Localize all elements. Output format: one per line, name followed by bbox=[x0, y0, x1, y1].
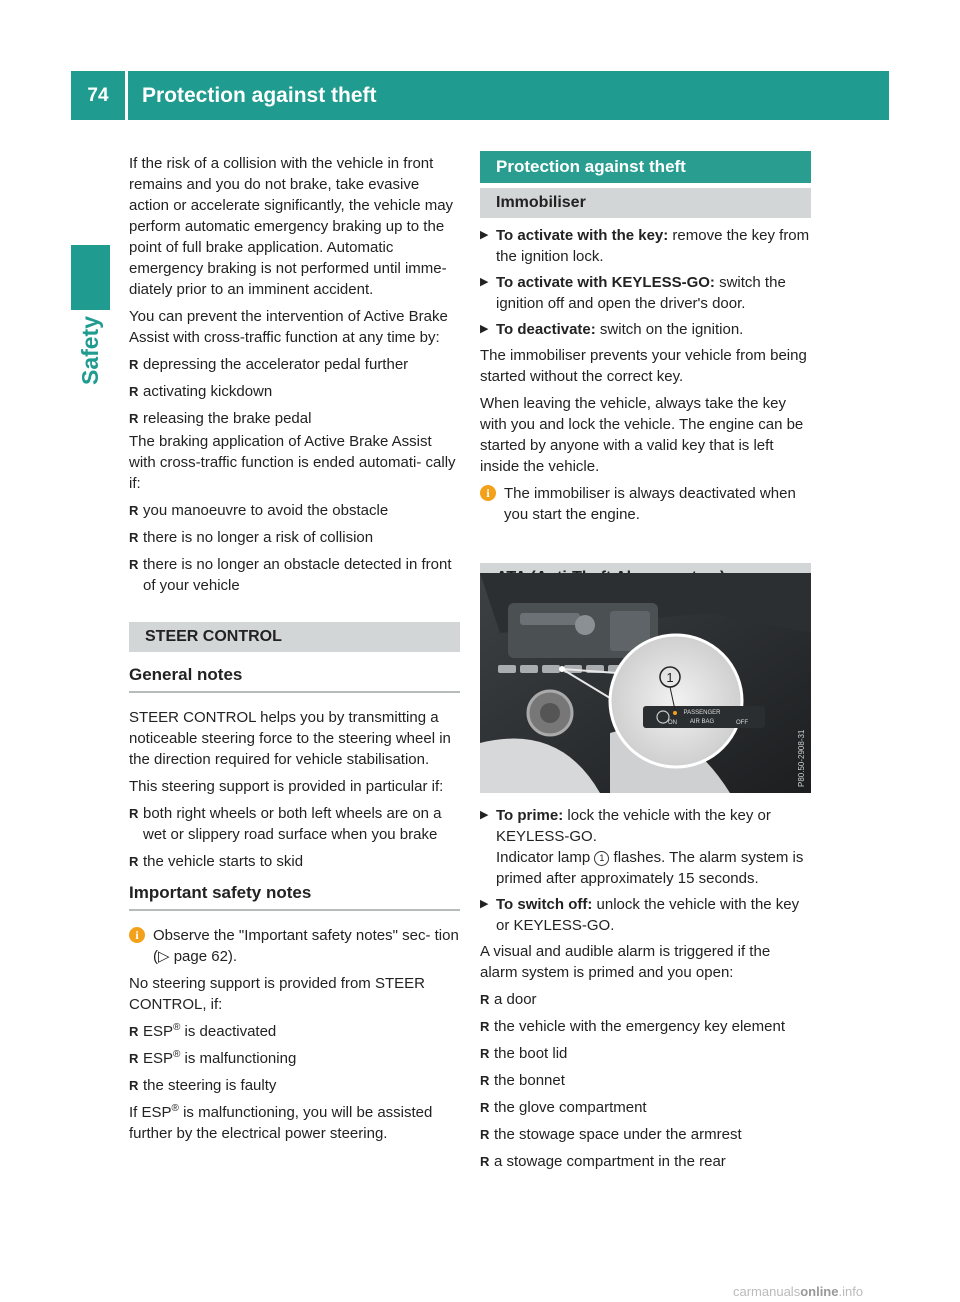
center-console-photo bbox=[480, 573, 811, 793]
side-tab-label: Safety bbox=[77, 315, 104, 385]
svg-text:ON: ON bbox=[668, 720, 677, 726]
immobiliser-paragraph: The immobiliser prevents your vehicle from being started without the correct key. bbox=[480, 347, 807, 385]
page-reference-link[interactable]: Observe the "Important safety notes" sec- tion (▷ page 62). bbox=[153, 927, 459, 965]
alarm-paragraph: A visual and audible alarm is triggered if the alarm system is primed and you open: bbox=[480, 943, 771, 981]
list-item: R releasing the brake pedal bbox=[129, 410, 312, 427]
instruction-step: ▶ To activate with the key: remove the key from the ignition lock. bbox=[480, 227, 810, 265]
instruction-step: ▶ To deactivate: switch on the ignition. bbox=[480, 321, 744, 338]
list-item: R the glove compartment bbox=[480, 1099, 647, 1116]
right-column bbox=[480, 151, 811, 593]
center-console-illustration bbox=[480, 573, 811, 793]
footer-watermark: carmanualsonline.info bbox=[733, 1284, 864, 1299]
steer-control-heading: STEER CONTROL bbox=[129, 622, 460, 652]
instruction-step: ▶ To switch off: unlock the vehicle with the key or KEYLESS-GO. bbox=[480, 896, 800, 934]
side-tab bbox=[56, 315, 126, 385]
list-item: R the boot lid bbox=[480, 1045, 568, 1062]
list-item: R both right wheels or both left wheels are on a wet or slippery road surface when you brake bbox=[129, 805, 442, 843]
steer-support-paragraph: This steering support is provided in particular if: bbox=[129, 778, 444, 795]
list-item: R the stowage space under the armrest bbox=[480, 1126, 742, 1143]
list-item: R a door bbox=[480, 991, 537, 1008]
info-note: i The immobiliser is always deactivated when you start the engine. bbox=[480, 483, 811, 525]
list-item: R there is no longer a risk of collision bbox=[129, 529, 374, 546]
section-heading: Protection against theft bbox=[480, 151, 811, 183]
list-item: R you manoeuvre to avoid the obstacle bbox=[129, 502, 389, 519]
immobiliser-key-paragraph: When leaving the vehicle, always take the key with you and lock the vehicle. The engine can be started by anyone with a valid key that is left inside the vehicle. bbox=[480, 395, 804, 475]
prevent-paragraph: You can prevent the intervention of Active Brake Assist with cross-traffic function at any time by: bbox=[129, 308, 448, 346]
list-item: R a stowage compartment in the rear bbox=[480, 1153, 726, 1170]
steer-paragraph: STEER CONTROL helps you by transmitting a noticeable steering force to the steering wheel in the direction required for vehicle stabilisation. bbox=[129, 709, 451, 768]
list-item: R depressing the accelerator pedal further bbox=[129, 356, 409, 373]
left-column bbox=[129, 153, 460, 1150]
list-item: R the vehicle with the emergency key element bbox=[480, 1018, 785, 1035]
info-note bbox=[129, 925, 460, 967]
list-item: R ESP® is deactivated bbox=[129, 1022, 277, 1040]
list-item: R there is no longer an obstacle detected in front of your vehicle bbox=[129, 556, 452, 594]
header-divider bbox=[125, 71, 128, 120]
callout-marker: 1 bbox=[594, 851, 609, 866]
instruction-step: ▶ To activate with KEYLESS-GO: switch the ignition off and open the driver's door. bbox=[480, 274, 786, 312]
intro-paragraph: If the risk of a collision with the vehicle in front remains and you do not brake, take evasive action or accelerate significantly, the vehicle may perform automatic emergency braking up to the point of full brake application. Automatic emergency braking is not performed until imme- diately prior to an imminent accident. bbox=[129, 155, 454, 298]
callout-1: 1 bbox=[666, 670, 674, 685]
photo-code: P80.50-2908-31 bbox=[797, 729, 806, 787]
svg-text:OFF: OFF bbox=[736, 720, 748, 726]
list-item: R activating kickdown bbox=[129, 383, 273, 400]
svg-text:AIR BAG: AIR BAG bbox=[689, 719, 715, 725]
info-icon: i bbox=[480, 485, 496, 501]
list-item: R the vehicle starts to skid bbox=[129, 853, 304, 870]
page-title: Protection against theft bbox=[142, 84, 377, 107]
info-icon: i bbox=[129, 927, 145, 943]
svg-text:PASSENGER: PASSENGER bbox=[683, 710, 721, 716]
list-item: R the bonnet bbox=[480, 1072, 565, 1089]
page-number: 74 bbox=[87, 84, 109, 106]
side-tab-marker bbox=[71, 245, 110, 310]
safety-notes-heading: Important safety notes bbox=[129, 878, 460, 911]
no-support-paragraph: No steering support is provided from STEER CONTROL, if: bbox=[129, 975, 425, 1013]
general-notes-heading: General notes bbox=[129, 652, 460, 693]
right-column-lower bbox=[480, 805, 811, 1178]
list-item: R the steering is faulty bbox=[129, 1077, 277, 1094]
list-item: R ESP® is malfunctioning bbox=[129, 1049, 297, 1067]
immobiliser-heading: Immobiliser bbox=[480, 188, 811, 218]
esp-paragraph: If ESP® is malfunctioning, you will be assisted further by the electrical power steering. bbox=[129, 1103, 433, 1142]
ended-paragraph: The braking application of Active Brake Assist with cross-traffic function is ended automati- cally if: bbox=[129, 433, 456, 492]
instruction-step: ▶ To prime: lock the vehicle with the key or KEYLESS-GO. Indicator lamp 1 flashes. The alarm system is primed after approximately 15 seconds. bbox=[480, 807, 804, 887]
